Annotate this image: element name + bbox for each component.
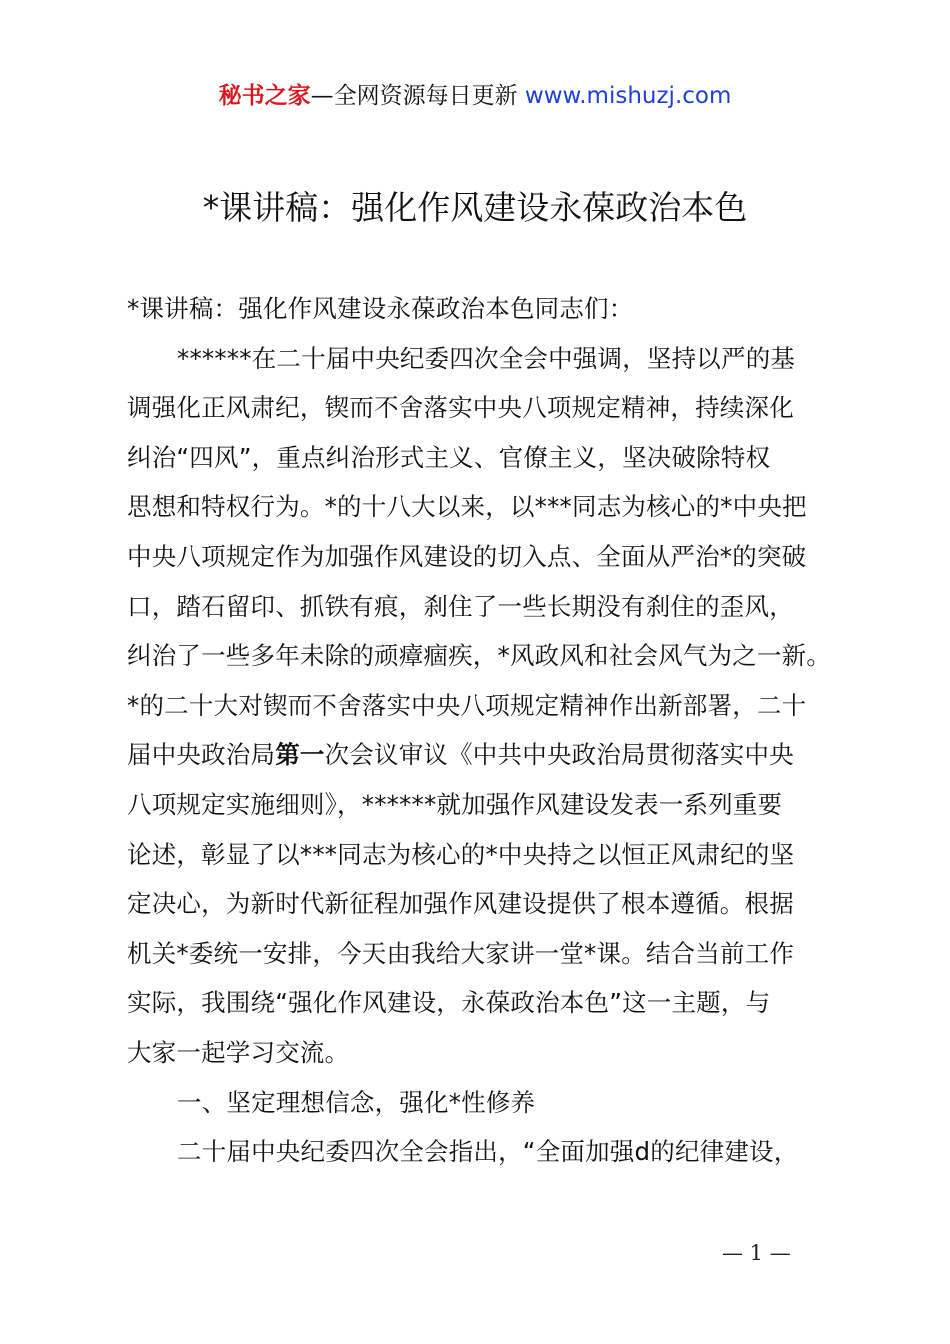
body-bold-text: 第一	[275, 740, 325, 770]
body-text-span: 届中央政治局	[127, 740, 276, 770]
body-line: 纠治了一些多年未除的顽瘴痼疾，*风政风和社会风气为之一新。	[127, 641, 832, 671]
body-line: 实际，我围绕“强化作风建设，永葆政治本色”这一主题，与	[127, 988, 771, 1018]
body-line: 纠治“四风”，重点纠治形式主义、官僚主义，坚决破除特权	[127, 442, 771, 472]
document-body	[127, 284, 839, 1177]
body-line: 思想和特权行为。*的十八大以来，以***同志为核心的*中央把	[127, 492, 807, 522]
body-line: 二十届中央纪委四次全会指出，“全面加强d的纪律建设，	[177, 1137, 799, 1167]
body-line: 论述，彰显了以***同志为核心的*中央持之以恒正风肃纪的坚	[127, 839, 795, 869]
site-tagline: —全网资源每日更新	[310, 83, 518, 109]
body-line: 八项规定实施细则》，******就加强作风建设发表一系列重要	[127, 789, 783, 819]
body-line: ******在二十届中央纪委四次全会中强调，坚持以严的基	[177, 343, 796, 373]
body-line: 口，踏石留印、抓铁有痕，刹住了一些长期没有刹住的歪风，	[127, 591, 794, 621]
body-line: 大家一起学习交流。	[127, 1037, 350, 1067]
body-line: 调强化正风肃纪，锲而不舍落实中央八项规定精神，持续深化	[127, 393, 794, 423]
site-url-link[interactable]: www.mishuzj.com	[524, 83, 732, 109]
page-number: — 1 —	[722, 1241, 791, 1265]
section-heading: 一、坚定理想信念，强化*性修养	[177, 1087, 536, 1117]
site-brand: 秘书之家	[218, 83, 311, 109]
body-line	[127, 730, 839, 780]
document-title: *课讲稿：强化作风建设永葆政治本色	[202, 188, 748, 227]
body-line: *的二十大对锲而不舍落实中央八项规定精神作出新部署，二十	[127, 690, 807, 720]
body-text-span: 次会议审议《中共中央政治局贯彻落实中央	[324, 740, 794, 770]
body-line: 机关*委统一安排，今天由我给大家讲一堂*课。结合当前工作	[127, 938, 795, 968]
body-line: 中央八项规定作为加强作风建设的切入点、全面从严治*的突破	[127, 541, 807, 571]
site-banner	[0, 80, 950, 112]
body-line: *课讲稿：强化作风建设永葆政治本色同志们：	[127, 294, 634, 323]
body-line: 定决心，为新时代新征程加强作风建设提供了根本遵循。根据	[127, 889, 794, 919]
